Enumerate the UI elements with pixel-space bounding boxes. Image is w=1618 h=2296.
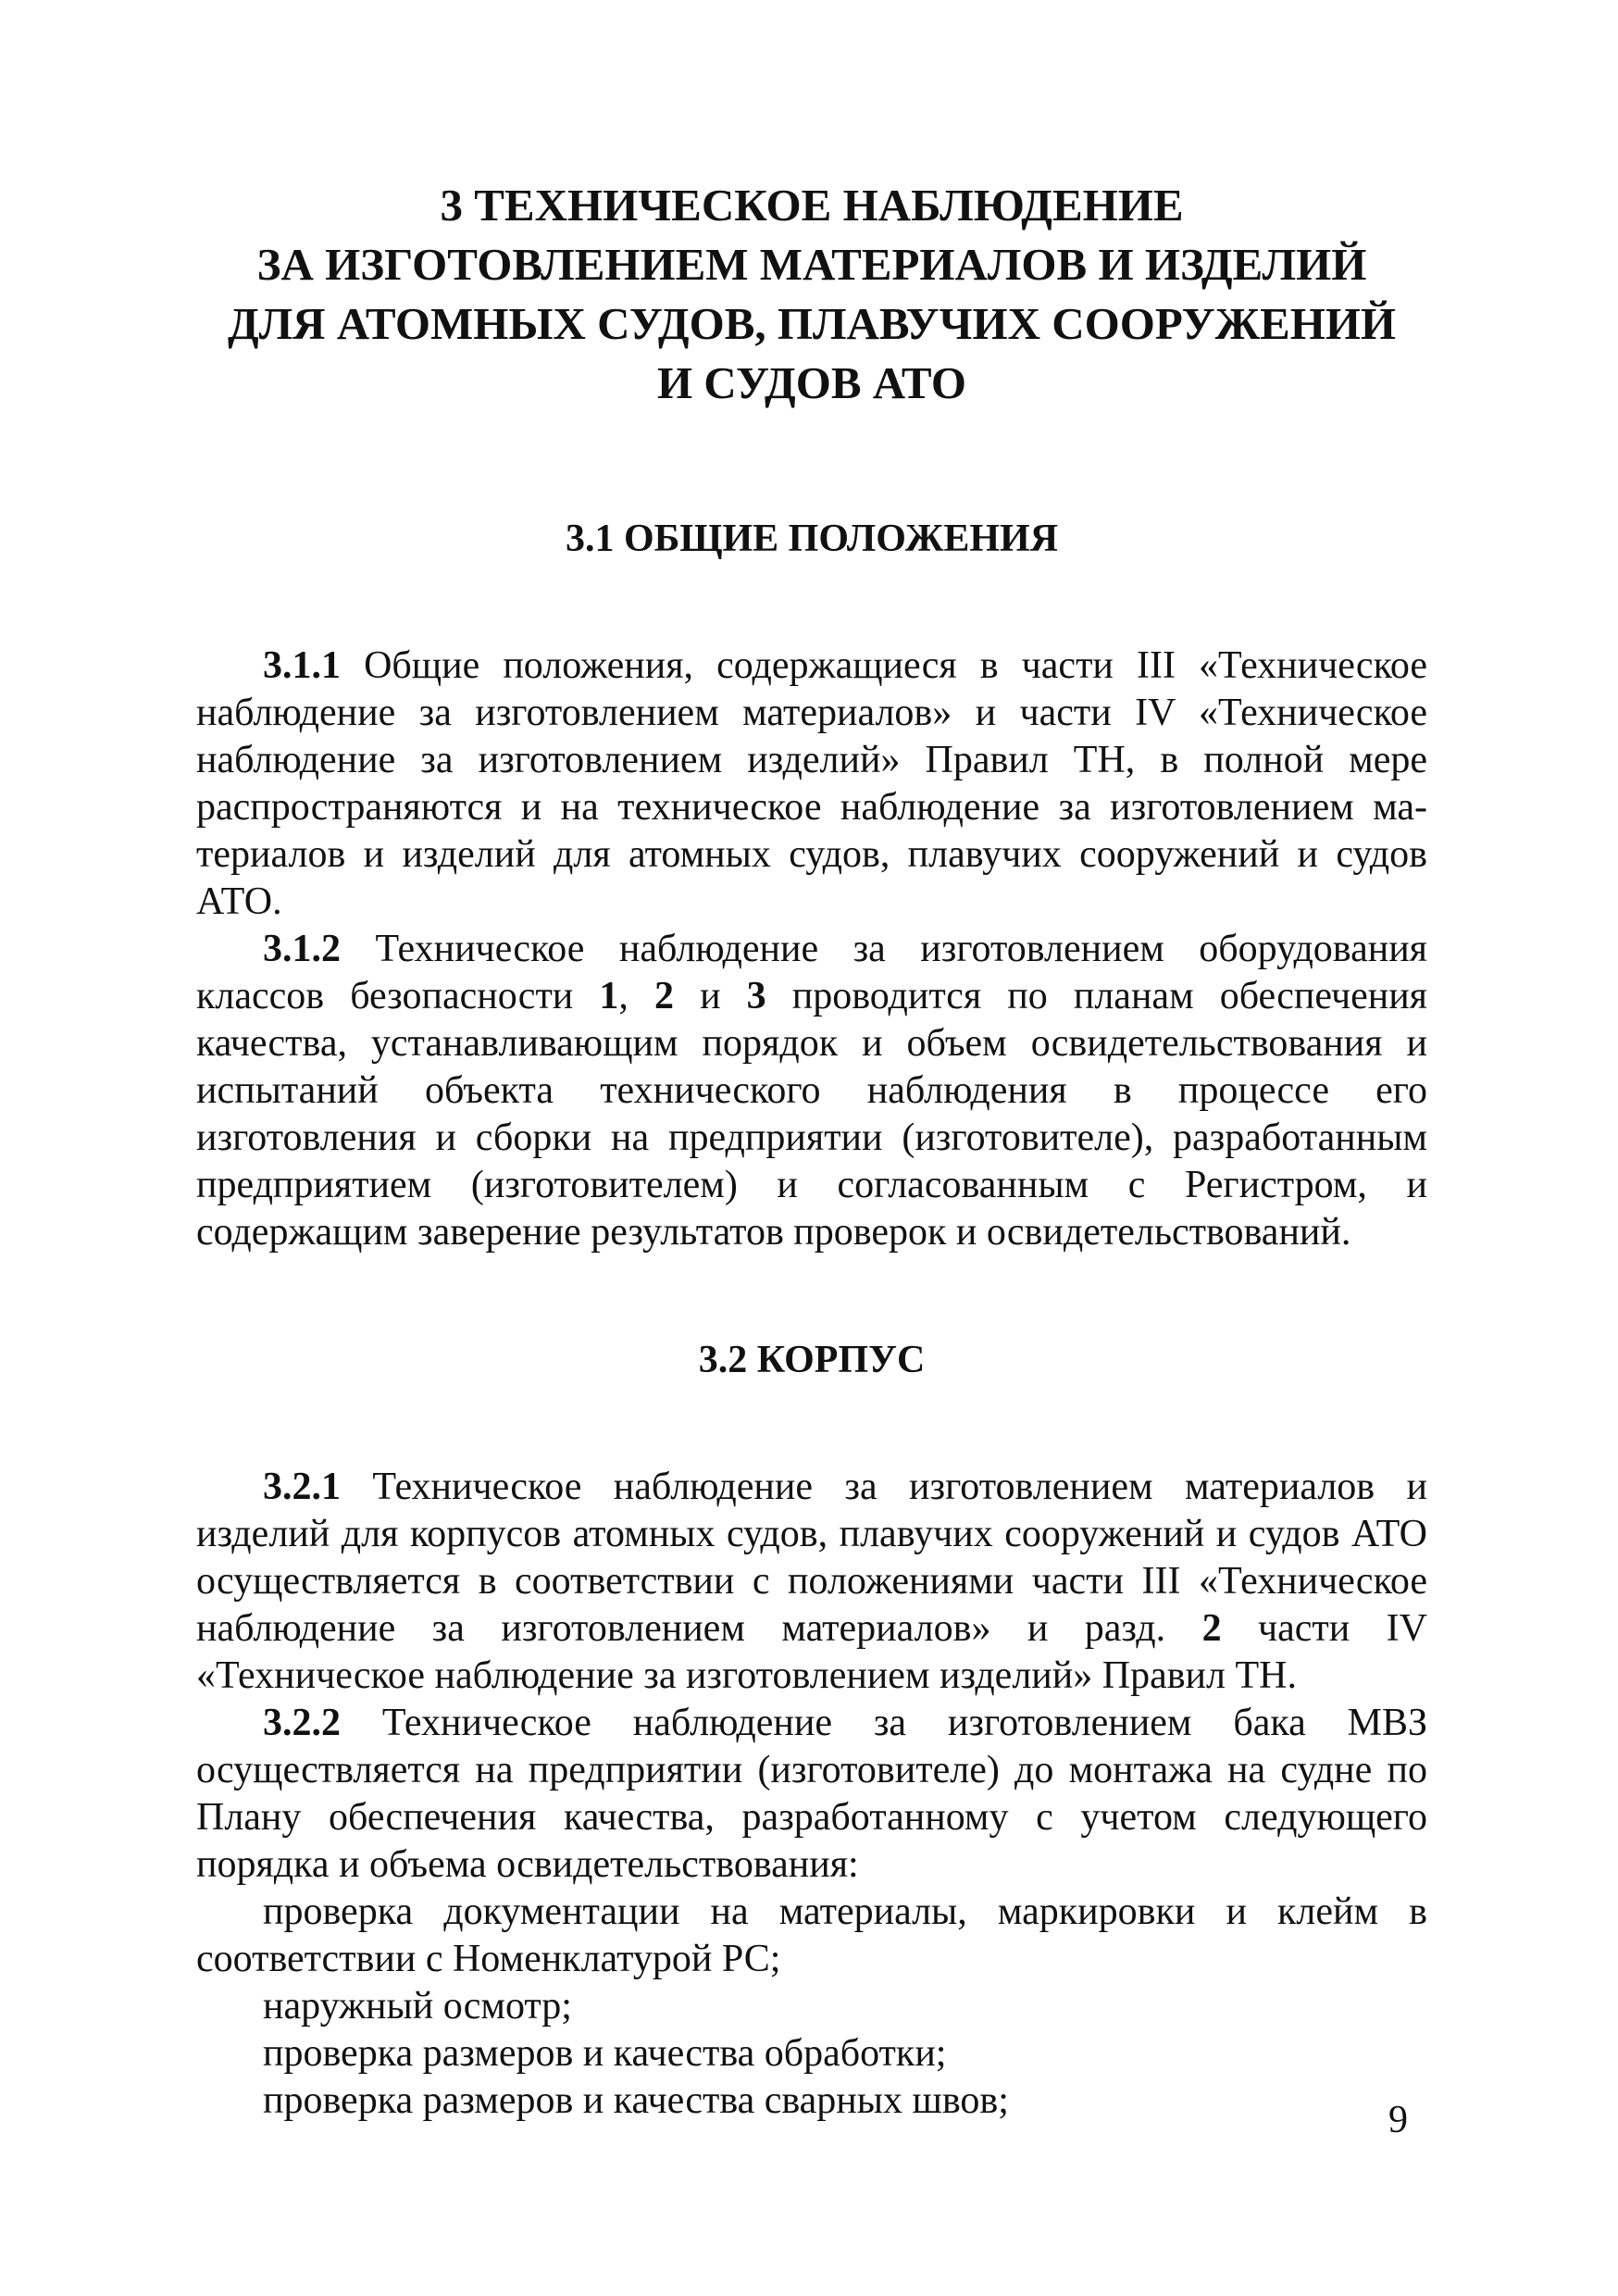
clause-number: 3.2.1: [263, 1466, 341, 1508]
safety-class-number: 1: [599, 975, 619, 1017]
page-number: 9: [1388, 2099, 1408, 2141]
clause-number: 3.1.1: [263, 644, 341, 687]
clause-number: 3.1.2: [263, 928, 341, 970]
clause-number: 3.2.2: [263, 1702, 341, 1744]
separator: ,: [618, 975, 629, 1017]
chapter-title: [196, 176, 1427, 413]
safety-class-number: 3: [746, 975, 766, 1017]
list-item: проверка размеров и качества сварных швов;: [263, 2079, 1009, 2122]
paragraph-text: Техническое наблюдение за изготовлением оборудования классов безопасности: [196, 928, 1427, 1017]
document-page: [196, 176, 1427, 2125]
section-reference: 2: [1201, 1607, 1222, 1650]
chapter-title-line: И СУДОВ АТО: [656, 357, 967, 408]
paragraph-text: Общие положения, содержащиеся в части III «Техническое наблюдение за изготовлением материалов» и части IV «Техническое наблюдение за изготовлением изделий» Правил ТН, в полной мере распространяются и на техническое наблюдение за изготовлением материалов и изделий для атомных судов, плавучих сооружений и судов АТО.: [196, 644, 1427, 923]
chapter-title-line: ДЛЯ АТОМНЫХ СУДОВ, ПЛАВУЧИХ СООРУЖЕНИЙ: [227, 298, 1397, 349]
paragraph-text: проводится по планам обеспечения качества, устанавливающим порядок и объем освидетельствования и испытаний объекта технического наблюдения в процессе его изготовления и сборки на предприятии (изготовителе), разработанным предприятием (изготовителем) и согласованным с Регистром, и содержащим заверение результатов проверок и освидетельствований.: [196, 975, 1427, 1254]
paragraph-3-2-1: [196, 1464, 1427, 1700]
list-item: проверка документации на материалы, маркировки и клейм в соответствии с Номенклатурой РС;: [196, 1890, 1427, 1980]
separator: и: [700, 975, 721, 1017]
safety-class-number: 2: [653, 975, 674, 1017]
paragraph-3-2-2: [196, 1700, 1427, 1889]
paragraph-3-1-1: [196, 643, 1427, 926]
paragraph-text: Техническое наблюдение за изготовлением бака МВЗ осуществляется на предприятии (изготовителе) до монтажа на судне по Плану обеспечения качества, разработанному с учетом следующего порядка и объема освидетельствования:: [196, 1702, 1428, 1886]
chapter-title-line: ЗА ИЗГОТОВЛЕНИЕМ МАТЕРИАЛОВ И ИЗДЕЛИЙ: [256, 239, 1367, 290]
list-item: наружный осмотр;: [263, 1985, 572, 2028]
section-title-hull: 3.2 КОРПУС: [698, 1339, 926, 1381]
paragraph-3-1-2: [196, 926, 1427, 1256]
chapter-title-line: 3 ТЕХНИЧЕСКОЕ НАБЛЮДЕНИЕ: [440, 180, 1184, 231]
paragraph-text: Техническое наблюдение за изготовлением материалов и изделий для корпусов атомных судов, плавучих сооружений и судов АТО осуществляется в соответствии с положениями части III «Техническое наблюдение за изготовлением материалов» и разд.: [196, 1466, 1427, 1650]
list-item: проверка размеров и качества обработки;: [263, 2032, 947, 2075]
section-title-general: 3.1 ОБЩИЕ ПОЛОЖЕНИЯ: [565, 518, 1059, 560]
paragraph-text: части IV «Техническое наблюдение за изготовлением изделий» Правил ТН.: [196, 1607, 1428, 1697]
